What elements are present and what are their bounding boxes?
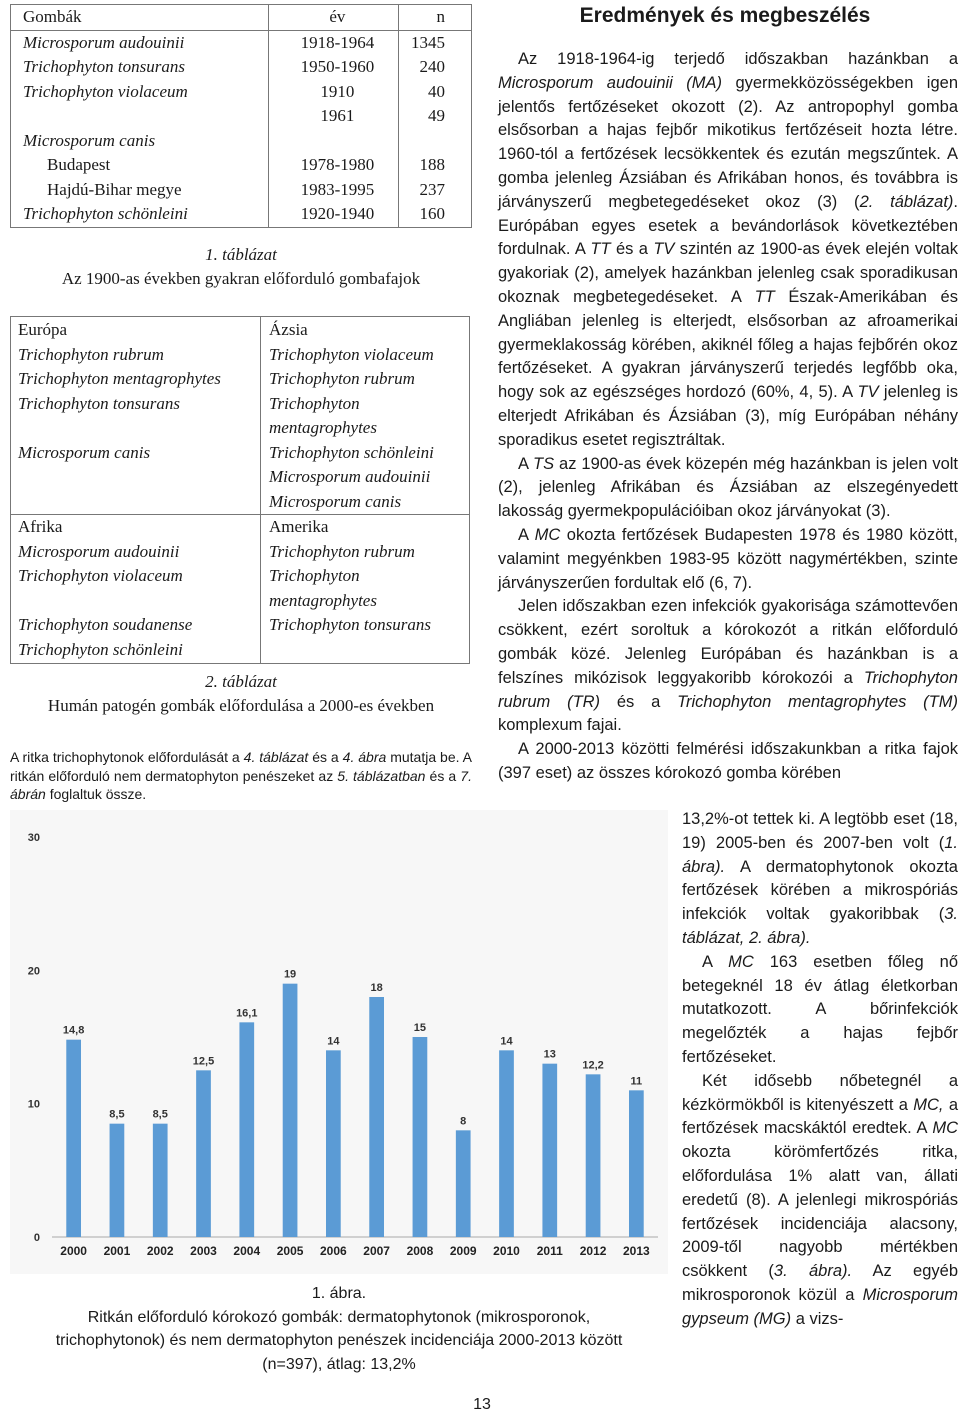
data-label: 14 <box>500 1035 513 1048</box>
table1-cell-year: 1978-1980 <box>268 153 398 178</box>
bar <box>196 1070 211 1237</box>
table2-azsia <box>269 318 434 514</box>
bar <box>456 1130 471 1237</box>
table2-azsia-title: Ázsia <box>269 320 308 339</box>
bar <box>153 1124 168 1237</box>
table1-caption <box>10 243 472 291</box>
table1-cell-name: Trichophyton tonsurans <box>11 55 269 80</box>
bar <box>499 1050 514 1237</box>
list-item: Microsporum canis <box>269 491 402 511</box>
note-ref: 4. táblázat <box>243 749 309 765</box>
paragraph: A 2000-2013 közötti felmérési időszakunkban a ritka fajok (397 eset) az összes kórokozó gomba körében <box>498 740 958 782</box>
table1-cell-name: Microsporum audouinii <box>11 30 269 55</box>
bar <box>586 1074 601 1237</box>
table1-cell-n: 240 <box>399 55 472 80</box>
list-item: Trichophyton schönleini <box>269 442 434 462</box>
x-tick-label: 2003 <box>190 1244 217 1258</box>
table2-afrika-title: Afrika <box>18 517 63 536</box>
table1-header-fungi: Gombák <box>11 5 269 31</box>
table1-cell-year: 1910 <box>268 80 398 105</box>
x-tick-label: 2004 <box>233 1244 261 1258</box>
list-item: Microsporum canis <box>18 442 151 462</box>
bar <box>66 1040 81 1237</box>
list-item: Trichophyton tonsurans <box>269 615 431 634</box>
list-item: mentagrophytes <box>269 418 377 437</box>
table1-header-year: év <box>268 5 398 31</box>
table1-cell-name: Budapest <box>11 153 269 178</box>
list-item: Trichophyton tonsurans <box>18 393 180 413</box>
list-item: Trichophyton <box>269 566 360 585</box>
x-tick-label: 2010 <box>493 1244 520 1258</box>
table1-cell-name: Trichophyton schönleini <box>11 202 269 227</box>
data-label: 14 <box>327 1035 340 1048</box>
list-item: mentagrophytes <box>269 590 377 610</box>
table1-cell-n: 1345 <box>399 30 472 55</box>
table-row <box>11 129 472 154</box>
paragraph: Két idősebb nőbetegnél a kézkörmökből is kitenyészett a MC, a fertőzések macskáktól eredtek. A MC okozta körömfertőzés ritka, előfordulása 1% alatt van, állati eredetű (8). A jelenlegi mikrospóriás fertőzések incidenciája alacsony, 2009-től nagyobb mértékben csökkent (3. ábra). Az egyéb mikrosporonok közül a Microsporum gypseum (MG) a vizs- <box>682 1071 959 1328</box>
paragraph: A MC 163 esetben főleg nő betegeknél 18 év átlag életkorban mutatkozott. A bőrinfekciók megelőzték a hajas fejbőr fertőzéseket. <box>682 952 959 1066</box>
data-label: 15 <box>413 1022 427 1034</box>
table1-cell-year: 1920-1940 <box>268 202 398 227</box>
y-tick-label: 30 <box>27 832 40 844</box>
table-2 <box>10 316 470 664</box>
table2-amerika-title: Amerika <box>269 517 329 536</box>
x-tick-label: 2009 <box>449 1244 477 1258</box>
table1-cell-year: 1950-1960 <box>268 55 398 80</box>
table2-caption-title: Humán patogén gombák előfordulása a 2000-es években <box>47 696 435 715</box>
table1-cell-name <box>11 104 269 129</box>
table1-cell-n <box>399 129 472 154</box>
table-row <box>11 104 472 129</box>
body-text-bottom <box>682 808 958 1332</box>
table1-cell-year <box>268 129 398 154</box>
paragraph: A TS az 1900-as évek közepén még hazánkban is jelen volt (2), jelenleg Afrikában és Ázsiában az elszegényedett lakosság gyermekpopulációiban okoz járványokat (3). <box>498 454 958 521</box>
table2-caption <box>10 670 472 718</box>
bar-chart <box>10 810 668 1274</box>
note-text: A ritka trichophytonok előfordulását a <box>10 749 244 765</box>
table-1 <box>10 4 472 228</box>
table-row <box>11 5 472 31</box>
table2-afrika <box>18 515 192 662</box>
note-ref: 7. ábrán <box>10 767 472 802</box>
table2-europa-title: Európa <box>18 320 68 339</box>
bar <box>326 1050 341 1237</box>
page-number: 13 <box>473 1396 491 1413</box>
table1-cell-year: 1918-1964 <box>268 30 398 55</box>
figure-caption <box>10 1282 668 1376</box>
y-tick-label: 10 <box>27 1098 40 1111</box>
table1-cell-name: Trichophyton violaceum <box>11 80 269 105</box>
table-row <box>11 55 472 80</box>
section-title: Eredmények és megbeszélés <box>579 4 871 27</box>
data-label: 14,8 <box>62 1024 85 1037</box>
note-text: és a <box>425 767 461 784</box>
x-tick-label: 2002 <box>146 1244 174 1258</box>
figure-caption-line: (n=397), átlag: 13,2% <box>262 1355 416 1373</box>
table-row <box>11 153 472 178</box>
list-item: Trichophyton schönleini <box>18 639 183 659</box>
table2-amerika <box>269 515 431 638</box>
list-item: Microsporum audouinii <box>269 467 431 486</box>
table-row <box>11 202 472 227</box>
list-item: Trichophyton soudanense <box>18 615 193 634</box>
bar <box>413 1037 428 1237</box>
y-tick-label: 0 <box>33 1232 40 1244</box>
table1-caption-title: Az 1900-as években gyakran előforduló gombafajok <box>61 269 421 288</box>
x-tick-label: 2001 <box>103 1244 131 1258</box>
list-item: Trichophyton violaceum <box>18 566 183 585</box>
note-text: és a <box>308 749 343 765</box>
table-row <box>11 30 472 55</box>
table1-cell-name: Hajdú-Bihar megye <box>11 178 269 203</box>
list-item: Trichophyton mentagrophytes <box>18 369 221 388</box>
list-item: Trichophyton <box>269 393 360 413</box>
x-tick-label: 2000 <box>60 1244 87 1258</box>
bar <box>542 1064 557 1237</box>
note-text: foglaltuk össze. <box>45 786 147 802</box>
figure-caption-line: Ritkán előforduló kórokozó gombák: dermatophytonok (mikrosporonok, <box>87 1308 591 1326</box>
list-item: Trichophyton rubrum <box>18 344 164 364</box>
x-tick-label: 2013 <box>623 1244 650 1258</box>
data-label: 8,5 <box>109 1108 125 1121</box>
table1-cell-year: 1961 <box>268 104 398 129</box>
paragraph: A MC okozta fertőzések Budapesten 1978 és 1980 között, valamint megyénkben 1983-95 között nagymértékben, szinte járványszerűen fordultak elő (6, 7). <box>498 525 958 592</box>
table2-caption-number: 2. táblázat <box>205 672 277 691</box>
data-label: 19 <box>283 968 297 981</box>
note-paragraph <box>10 748 472 804</box>
paragraph: 13,2%-ot tettek ki. A legtöbb eset (18, 19) 2005-ben és 2007-ben volt (1. ábra). A dermatophytonok okozta fertőzések körében a mikrospóriás infekciók voltak gyakoribbak (3. táblázat, 2. ábra). <box>682 810 958 947</box>
data-label: 8,5 <box>152 1108 168 1121</box>
table1-cell-n: 237 <box>399 178 472 203</box>
list-item: Microsporum audouinii <box>18 541 180 561</box>
data-label: 8 <box>460 1115 467 1128</box>
table2-europa <box>18 318 221 465</box>
list-item: Trichophyton rubrum <box>269 369 415 388</box>
x-tick-label: 2012 <box>579 1244 607 1258</box>
table1-caption-number: 1. táblázat <box>205 245 277 264</box>
bar <box>629 1090 644 1237</box>
list-item: Trichophyton violaceum <box>269 344 434 364</box>
table-row <box>11 178 472 203</box>
x-tick-label: 2011 <box>536 1244 563 1258</box>
note-ref: 4. ábra <box>342 749 387 765</box>
y-tick-label: 20 <box>27 965 40 978</box>
table1-cell-name: Microsporum canis <box>11 129 269 154</box>
data-label: 12,2 <box>582 1059 604 1072</box>
bar <box>369 997 384 1237</box>
data-label: 18 <box>370 982 383 994</box>
table1-cell-n: 40 <box>399 80 472 105</box>
note-ref: 5. táblázatban <box>337 767 426 784</box>
table1-cell-n: 160 <box>399 202 472 227</box>
figure-number: 1. ábra. <box>311 1285 367 1302</box>
list-item: Trichophyton rubrum <box>269 541 415 561</box>
table1-header-n: n <box>399 5 472 31</box>
table1-cell-year: 1983-1995 <box>268 178 398 203</box>
x-tick-label: 2007 <box>363 1244 390 1258</box>
table1-cell-n: 188 <box>399 153 472 178</box>
note-text: mutatja be. A ritkán előforduló nem dermatophyton penészeket az <box>10 749 472 784</box>
table1-cell-n: 49 <box>399 104 472 129</box>
bar <box>110 1124 125 1237</box>
paragraph: Az 1918-1964-ig terjedő időszakban hazánkban a Microsporum audouinii (MA) gyermekközösségekben igen jelentős fertőzéseket okozott (2). Az antropophyl gomba elsősorban a hajas fejbőr mikotikus fertőzéseit hozta létre. 1960-tól a fertőzések lecsökkentek és ezután megszűntek. A gomba jelenleg Ázsiában és Afrikában honos, és továbbra is járványszerű megbetegedéseket okoz (3) (2. táblázat). Európában egyes esetek a bevándorlások következtében fordulnak. A TT és a TV szintén az 1900-as évek elején voltak gyakoriak (2), amelyek hazánkban jelenleg csak sporadikusan okoznak megbetegedéseket. A TT Észak-Amerikában és Angliában jelenleg is elterjedt, elsősorban az afroamerikai gyermeklakosság körében, akiknél főleg a hajas fejbőrén okoz fertőzéseket. A gyakran járványszerű terjedés legfőbb oka, hogy sok az egészséges hordozó (60%, 4, 5). A TV jelenleg is elterjedt Afrikában és Ázsiában (3), míg Európában néhány sporadikus esetet regisztráltak. <box>498 50 958 449</box>
x-tick-label: 2008 <box>406 1244 434 1258</box>
data-label: 13 <box>543 1048 556 1061</box>
x-tick-label: 2005 <box>276 1244 304 1258</box>
body-text-top <box>498 48 958 786</box>
table-row <box>11 80 472 105</box>
bar <box>283 984 298 1237</box>
figure-caption-line: trichophytonok) és nem dermatophyton penészek incidenciája 2000-2013 között <box>55 1332 623 1349</box>
x-tick-label: 2006 <box>320 1244 347 1258</box>
data-label: 12,5 <box>192 1055 215 1068</box>
data-label: 16,1 <box>236 1007 258 1020</box>
paragraph: Jelen időszakban ezen infekciók gyakorisága számottevően csökkent, ezért soroltuk a kórokozót a ritkán előforduló gombák közé. Jelenleg Európában és hazánkban is a felszínes mikózisok leggyakoribb kórokozói a Trichophyton rubrum (TR) és a Trichophyton mentagrophytes (TM) komplexum fajai. <box>498 597 958 735</box>
bar <box>239 1022 254 1237</box>
data-label: 11 <box>630 1075 643 1088</box>
